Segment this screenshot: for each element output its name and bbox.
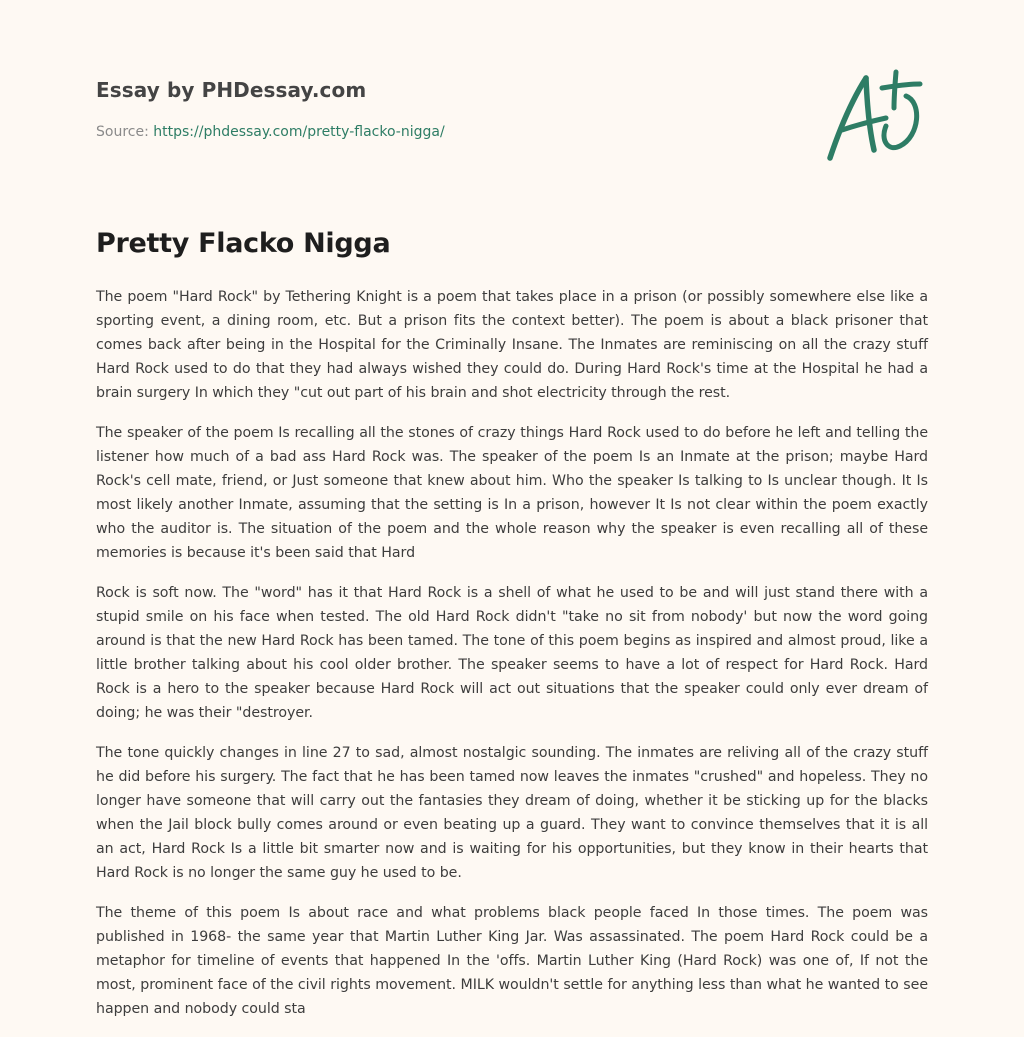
- a-plus-grade-icon: [822, 66, 932, 166]
- paragraph: The poem "Hard Rock" by Tethering Knight is a poem that takes place in a prison (or possibly somewhere else like a sporting event, a dining room, etc. But a prison fits the context better). The poem is about a black prisoner that comes back after being in the Hospital for the Criminally Insane. The Inmates are reminiscing on all the crazy stuff Hard Rock used to do that they had always wished they could do. During Hard Rock's time at the Hospital he had a brain surgery In which they "cut out part of his brain and shot electricity through the rest.: [96, 289, 928, 401]
- paragraph: Rock is soft now. The "word" has it that Hard Rock is a shell of what he used to be and will just stand there with a stupid smile on his face when tested. The old Hard Rock didn't "take no sit from nobody' but now the word going around is that the new Hard Rock has been tamed. The tone of this poem begins as inspired and almost proud, like a little brother talking about his cool older brother. The speaker seems to have a lot of respect for Hard Rock. Hard Rock is a hero to the speaker because Hard Rock will act out situations that the speaker could only ever dream of doing; he was their "destroyer.: [96, 585, 928, 721]
- paragraph: The speaker of the poem Is recalling all the stones of crazy things Hard Rock used to do before he left and telling the listener how much of a bad ass Hard Rock was. The speaker of the poem Is an Inmate at the prison; maybe Hard Rock's cell mate, friend, or Just someone that knew about him. Who the speaker Is talking to Is unclear though. It Is most likely another Inmate, assuming that the setting is In a prison, however It Is not clear within the poem exactly who the auditor is. The situation of the poem and the whole reason why the speaker is even recalling all of these memories is because it's been said that Hard: [96, 425, 928, 561]
- source-link[interactable]: https://phdessay.com/pretty-flacko-nigga/: [153, 124, 445, 140]
- source-label: Source:: [96, 124, 154, 140]
- paragraph: The theme of this poem Is about race and what problems black people faced In those times. The poem was published in 1968- the same year that Martin Luther King Jar. Was assassinated. The poem Hard Rock could be a metaphor for timeline of events that happened In the 'offs. Martin Luther King (Hard Rock) was one of, If not the most, prominent face of the civil rights movement. MILK wouldn't settle for anything less than what he wanted to see happen and nobody could sta: [96, 905, 928, 1017]
- paragraph: The tone quickly changes in line 27 to sad, almost nostalgic sounding. The inmates are reliving all of the crazy stuff he did before his surgery. The fact that he has been tamed now leaves the inmates "crushed" and hopeless. They no longer have someone that will carry out the fantasies they dream of doing, whether it be sticking up for the blacks when the Jail block bully comes around or even beating up a guard. They want to convince themselves that it is all an act, Hard Rock Is a little bit smarter now and is waiting for his opportunities, but they know in their hearts that Hard Rock is no longer the same guy he used to be.: [96, 745, 928, 881]
- site-brand: Essay by PHDessay.com: [96, 78, 367, 102]
- source-line: [96, 123, 796, 141]
- essay-body: [96, 285, 928, 1037]
- essay-title: Pretty Flacko Nigga: [96, 228, 391, 259]
- essay-header: [96, 76, 796, 141]
